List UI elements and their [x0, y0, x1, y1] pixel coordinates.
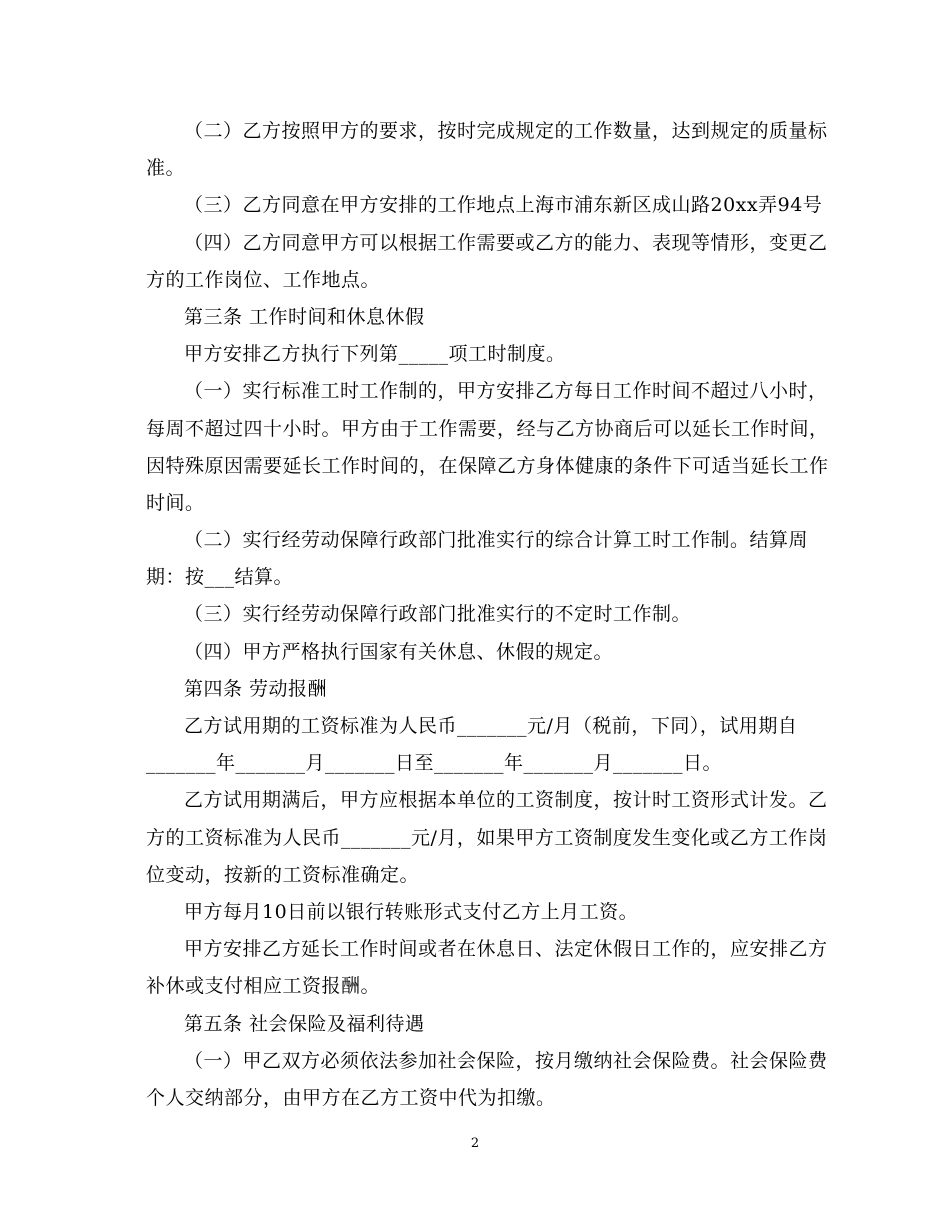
text-line: （一）甲乙双方必须依法参加社会保险，按月缴纳社会保险费。社会保险费 — [184, 1049, 828, 1072]
text-line: 甲方每月10日前以银行转账形式支付乙方上月工资。 — [184, 900, 639, 923]
text-line: 位变动，按新的工资标准确定。 — [146, 863, 420, 886]
document-body — [146, 113, 829, 1117]
text-line: 时间。 — [146, 491, 205, 514]
text-line: 个人交纳部分，由甲方在乙方工资中代为扣缴。 — [146, 1086, 556, 1109]
text-line: 乙方试用期满后，甲方应根据本单位的工资制度，按计时工资形式计发。乙 — [184, 789, 828, 812]
text-line: 甲方安排乙方延长工作时间或者在休息日、法定休假日工作的，应安排乙方 — [184, 938, 828, 961]
text-line: 第三条 工作时间和休息休假 — [184, 305, 425, 328]
text-line: （二）实行经劳动保障行政部门批准实行的综合计算工时工作制。结算周 — [184, 529, 809, 552]
text-line: 方的工作岗位、工作地点。 — [146, 268, 381, 291]
text-line: 第四条 劳动报酬 — [184, 677, 328, 700]
page-number: 2 — [470, 1136, 480, 1151]
text-line: （四）甲方严格执行国家有关休息、休假的规定。 — [184, 640, 614, 663]
text-line: （二）乙方按照甲方的要求，按时完成规定的工作数量，达到规定的质量标 — [184, 120, 828, 142]
text-line: 期：按___结算。 — [146, 566, 294, 589]
text-line: 准。 — [146, 157, 186, 180]
text-line: 乙方试用期的工资标准为人民币_______元/月（税前，下同），试用期自 — [184, 715, 798, 737]
text-line: （一）实行标准工时工作制的，甲方安排乙方每日工作时间不超过八小时， — [184, 380, 828, 403]
text-line: 因特殊原因需要延长工作时间的，在保障乙方身体健康的条件下可适当延长工作 — [146, 454, 829, 477]
text-line: 补休或支付相应工资报酬。 — [146, 975, 381, 998]
text-line: （三）实行经劳动保障行政部门批准实行的不定时工作制。 — [184, 603, 692, 626]
text-line: _______年_______月_______日至_______年_______月_______日。 — [146, 752, 723, 775]
text-line: 方的工资标准为人民币_______元/月，如果甲方工资制度发生变化或乙方工作岗 — [146, 826, 828, 849]
text-line: 每周不超过四十小时。甲方由于工作需要，经与乙方协商后可以延长工作时间， — [146, 417, 829, 440]
text-line: （三）乙方同意在甲方安排的工作地点上海市浦东新区成山路20xx弄94号 — [184, 194, 823, 217]
text-line: （四）乙方同意甲方可以根据工作需要或乙方的能力、表现等情形，变更乙 — [184, 231, 828, 254]
text-line: 第五条 社会保险及福利待遇 — [184, 1012, 425, 1035]
text-line: 甲方安排乙方执行下列第_____项工时制度。 — [184, 343, 566, 366]
